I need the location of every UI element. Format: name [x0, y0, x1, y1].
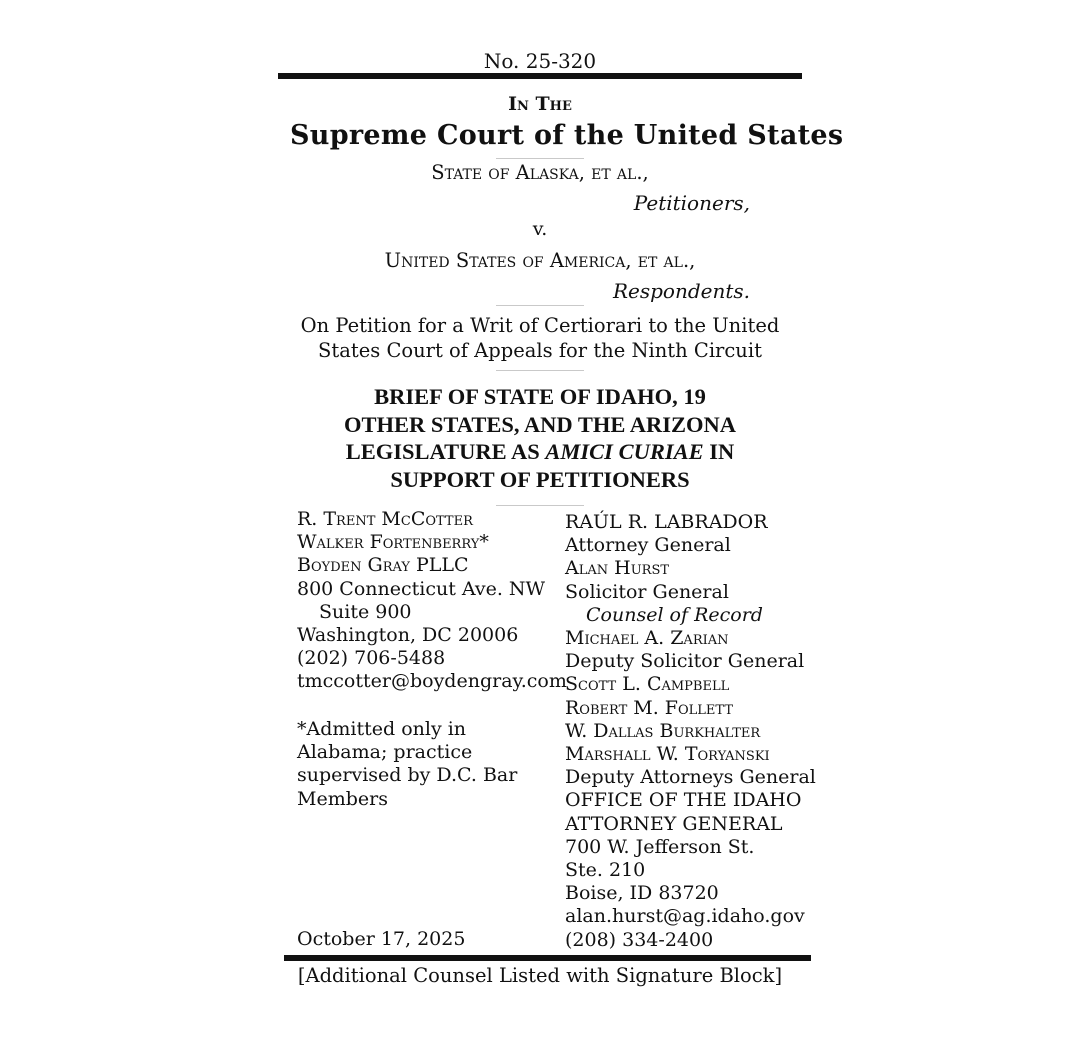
- additional-counsel-note: [Additional Counsel Listed with Signature Block]: [297, 964, 783, 987]
- divider-2: [496, 305, 584, 306]
- petitioner-role: Petitioners,: [633, 191, 750, 215]
- divider-1: [496, 158, 584, 159]
- phone-number: (208) 334-2400: [565, 928, 714, 951]
- counsel-title: Deputy Solicitor General: [565, 650, 805, 673]
- counsel-name: Robert M. Follett: [565, 696, 733, 719]
- note-line: *Admitted only in: [297, 718, 467, 740]
- counsel-name: W. Dallas Burkhalter: [565, 719, 761, 742]
- respondent-role: Respondents.: [612, 279, 750, 303]
- versus-label: v.: [532, 218, 548, 240]
- brief-title: [270, 383, 810, 493]
- counsel-name: RAÚL R. LABRADOR: [565, 511, 768, 533]
- firm-name: Boyden Gray PLLC: [297, 554, 469, 577]
- counsel-name: Alan Hurst: [565, 557, 670, 580]
- brief-title-line-4: SUPPORT OF PETITIONERS: [390, 466, 690, 492]
- counsel-title: Deputy Attorneys General: [565, 766, 816, 789]
- petition-line-2: States Court of Appeals for the Ninth Circuit: [318, 339, 762, 362]
- counsel-name: R. Trent McCotter: [297, 508, 473, 530]
- counsel-name: Walker Fortenberry*: [297, 531, 489, 554]
- address-line: Suite 900: [319, 600, 412, 623]
- address-line: Washington, DC 20006: [297, 624, 519, 647]
- counsel-name: Scott L. Campbell: [565, 673, 730, 696]
- counsel-name: Marshall W. Toryanski: [565, 743, 770, 766]
- brief-title-line-3: LEGISLATURE AS AMICI CURIAE IN: [345, 439, 735, 464]
- petition-line-1: On Petition for a Writ of Certiorari to the United: [300, 314, 780, 337]
- respondent-name: United States of America, et al.,: [384, 249, 696, 272]
- court-name: Supreme Court of the United States: [290, 120, 844, 151]
- phone-number: (202) 706-5488: [297, 647, 446, 670]
- office-name: OFFICE OF THE IDAHO: [565, 789, 802, 812]
- left-counsel-block: [297, 508, 567, 694]
- counsel-of-record: Counsel of Record: [586, 603, 763, 626]
- counsel-title: Solicitor General: [565, 580, 729, 603]
- counsel-title: Attorney General: [565, 534, 731, 557]
- bottom-rule: [284, 955, 811, 961]
- office-name: ATTORNEY GENERAL: [565, 812, 783, 835]
- note-line: supervised by D.C. Bar: [297, 764, 518, 787]
- divider-3: [496, 370, 584, 371]
- petitioner-name: State of Alaska, et al.,: [431, 161, 649, 184]
- address-line: 800 Connecticut Ave. NW: [297, 577, 546, 600]
- brief-title-line-2: OTHER STATES, AND THE ARIZONA: [344, 411, 736, 437]
- address-line: Ste. 210: [565, 859, 646, 882]
- note-line: Members: [297, 787, 388, 810]
- right-counsel-block: [565, 511, 816, 952]
- brief-title-line-1: BRIEF OF STATE OF IDAHO, 19: [374, 384, 706, 409]
- amici-curiae: AMICI CURIAE: [545, 439, 704, 464]
- top-rule: [278, 73, 802, 79]
- counsel-name: Michael A. Zarian: [565, 627, 729, 650]
- email-address: alan.hurst@ag.idaho.gov: [565, 905, 805, 928]
- divider-4: [496, 505, 584, 506]
- address-line: 700 W. Jefferson St.: [565, 835, 755, 858]
- admission-note: [297, 718, 517, 811]
- docket-number: No. 25-320: [483, 49, 597, 73]
- in-the-label: In The: [508, 93, 572, 115]
- note-line: Alabama; practice: [297, 741, 473, 764]
- email-address: tmccotter@boydengray.com: [297, 670, 567, 693]
- address-line: Boise, ID 83720: [565, 882, 719, 905]
- filing-date: October 17, 2025: [297, 928, 466, 950]
